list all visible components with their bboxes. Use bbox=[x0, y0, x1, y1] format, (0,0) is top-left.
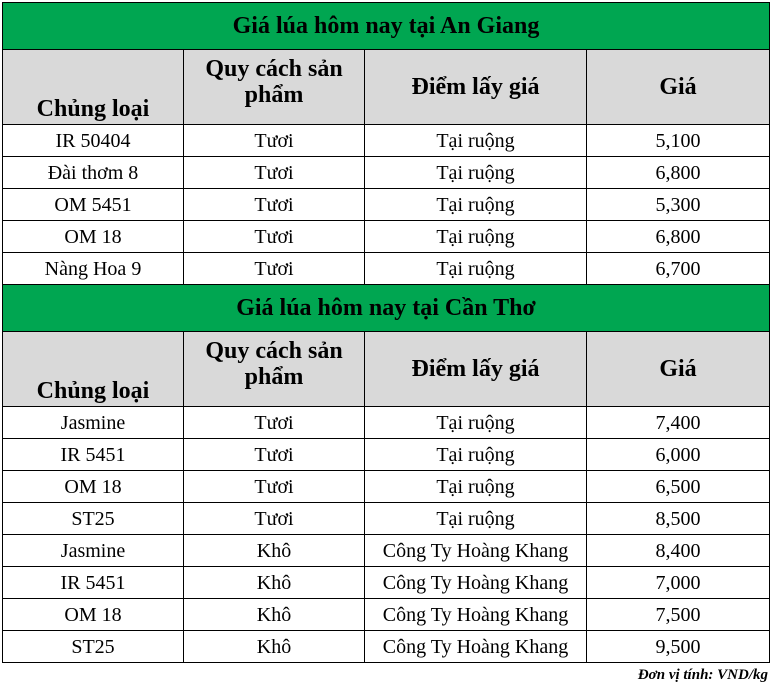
cell-price: 6,800 bbox=[587, 157, 770, 189]
cell-variety: OM 18 bbox=[3, 599, 184, 631]
cell-variety: ST25 bbox=[3, 503, 184, 535]
cell-location: Tại ruộng bbox=[365, 471, 587, 503]
table-row bbox=[3, 125, 770, 157]
cell-price: 7,000 bbox=[587, 567, 770, 599]
cell-price: 8,500 bbox=[587, 503, 770, 535]
header-price: Giá bbox=[587, 332, 770, 407]
cell-location: Tại ruộng bbox=[365, 253, 587, 285]
cell-variety: OM 5451 bbox=[3, 189, 184, 221]
rice-price-table bbox=[2, 2, 770, 663]
table-row bbox=[3, 471, 770, 503]
cell-spec: Tươi bbox=[184, 439, 365, 471]
cell-location: Công Ty Hoàng Khang bbox=[365, 599, 587, 631]
cell-location: Tại ruộng bbox=[365, 221, 587, 253]
cell-price: 6,800 bbox=[587, 221, 770, 253]
section-title: Giá lúa hôm nay tại Cần Thơ bbox=[3, 285, 770, 332]
cell-price: 6,700 bbox=[587, 253, 770, 285]
cell-variety: OM 18 bbox=[3, 471, 184, 503]
cell-location: Tại ruộng bbox=[365, 157, 587, 189]
header-location: Điểm lấy giá bbox=[365, 332, 587, 407]
header-spec: Quy cách sản phẩm bbox=[184, 50, 365, 125]
cell-price: 5,100 bbox=[587, 125, 770, 157]
cell-location: Công Ty Hoàng Khang bbox=[365, 631, 587, 663]
cell-variety: IR 5451 bbox=[3, 439, 184, 471]
cell-variety: Nàng Hoa 9 bbox=[3, 253, 184, 285]
cell-spec: Khô bbox=[184, 535, 365, 567]
cell-location: Tại ruộng bbox=[365, 503, 587, 535]
cell-variety: IR 50404 bbox=[3, 125, 184, 157]
cell-spec: Tươi bbox=[184, 157, 365, 189]
unit-note: Đơn vị tính: VND/kg bbox=[637, 667, 768, 683]
cell-variety: Jasmine bbox=[3, 535, 184, 567]
cell-location: Tại ruộng bbox=[365, 407, 587, 439]
section-title-row bbox=[3, 3, 770, 50]
section-title: Giá lúa hôm nay tại An Giang bbox=[3, 3, 770, 50]
cell-spec: Khô bbox=[184, 567, 365, 599]
table-row bbox=[3, 631, 770, 663]
table-row bbox=[3, 599, 770, 631]
cell-variety: Đài thơm 8 bbox=[3, 157, 184, 189]
cell-spec: Tươi bbox=[184, 221, 365, 253]
cell-price: 6,000 bbox=[587, 439, 770, 471]
table-row bbox=[3, 221, 770, 253]
table-row bbox=[3, 407, 770, 439]
cell-price: 7,400 bbox=[587, 407, 770, 439]
column-header-row bbox=[3, 50, 770, 125]
header-price: Giá bbox=[587, 50, 770, 125]
cell-variety: IR 5451 bbox=[3, 567, 184, 599]
cell-location: Tại ruộng bbox=[365, 189, 587, 221]
section-title-row bbox=[3, 285, 770, 332]
table-row bbox=[3, 535, 770, 567]
cell-price: 9,500 bbox=[587, 631, 770, 663]
cell-price: 8,400 bbox=[587, 535, 770, 567]
cell-spec: Tươi bbox=[184, 125, 365, 157]
header-variety: Chủng loại bbox=[3, 332, 184, 407]
cell-spec: Tươi bbox=[184, 503, 365, 535]
cell-spec: Tươi bbox=[184, 253, 365, 285]
cell-price: 6,500 bbox=[587, 471, 770, 503]
cell-variety: OM 18 bbox=[3, 221, 184, 253]
header-spec: Quy cách sản phẩm bbox=[184, 332, 365, 407]
cell-spec: Khô bbox=[184, 631, 365, 663]
header-variety: Chủng loại bbox=[3, 50, 184, 125]
cell-spec: Tươi bbox=[184, 407, 365, 439]
table-row bbox=[3, 189, 770, 221]
header-location: Điểm lấy giá bbox=[365, 50, 587, 125]
cell-price: 7,500 bbox=[587, 599, 770, 631]
table-row bbox=[3, 503, 770, 535]
cell-variety: ST25 bbox=[3, 631, 184, 663]
column-header-row bbox=[3, 332, 770, 407]
cell-spec: Khô bbox=[184, 599, 365, 631]
table-row bbox=[3, 439, 770, 471]
cell-location: Tại ruộng bbox=[365, 439, 587, 471]
cell-location: Tại ruộng bbox=[365, 125, 587, 157]
cell-variety: Jasmine bbox=[3, 407, 184, 439]
table-row bbox=[3, 567, 770, 599]
table-row bbox=[3, 157, 770, 189]
cell-spec: Tươi bbox=[184, 189, 365, 221]
cell-price: 5,300 bbox=[587, 189, 770, 221]
cell-spec: Tươi bbox=[184, 471, 365, 503]
table-row bbox=[3, 253, 770, 285]
cell-location: Công Ty Hoàng Khang bbox=[365, 535, 587, 567]
cell-location: Công Ty Hoàng Khang bbox=[365, 567, 587, 599]
